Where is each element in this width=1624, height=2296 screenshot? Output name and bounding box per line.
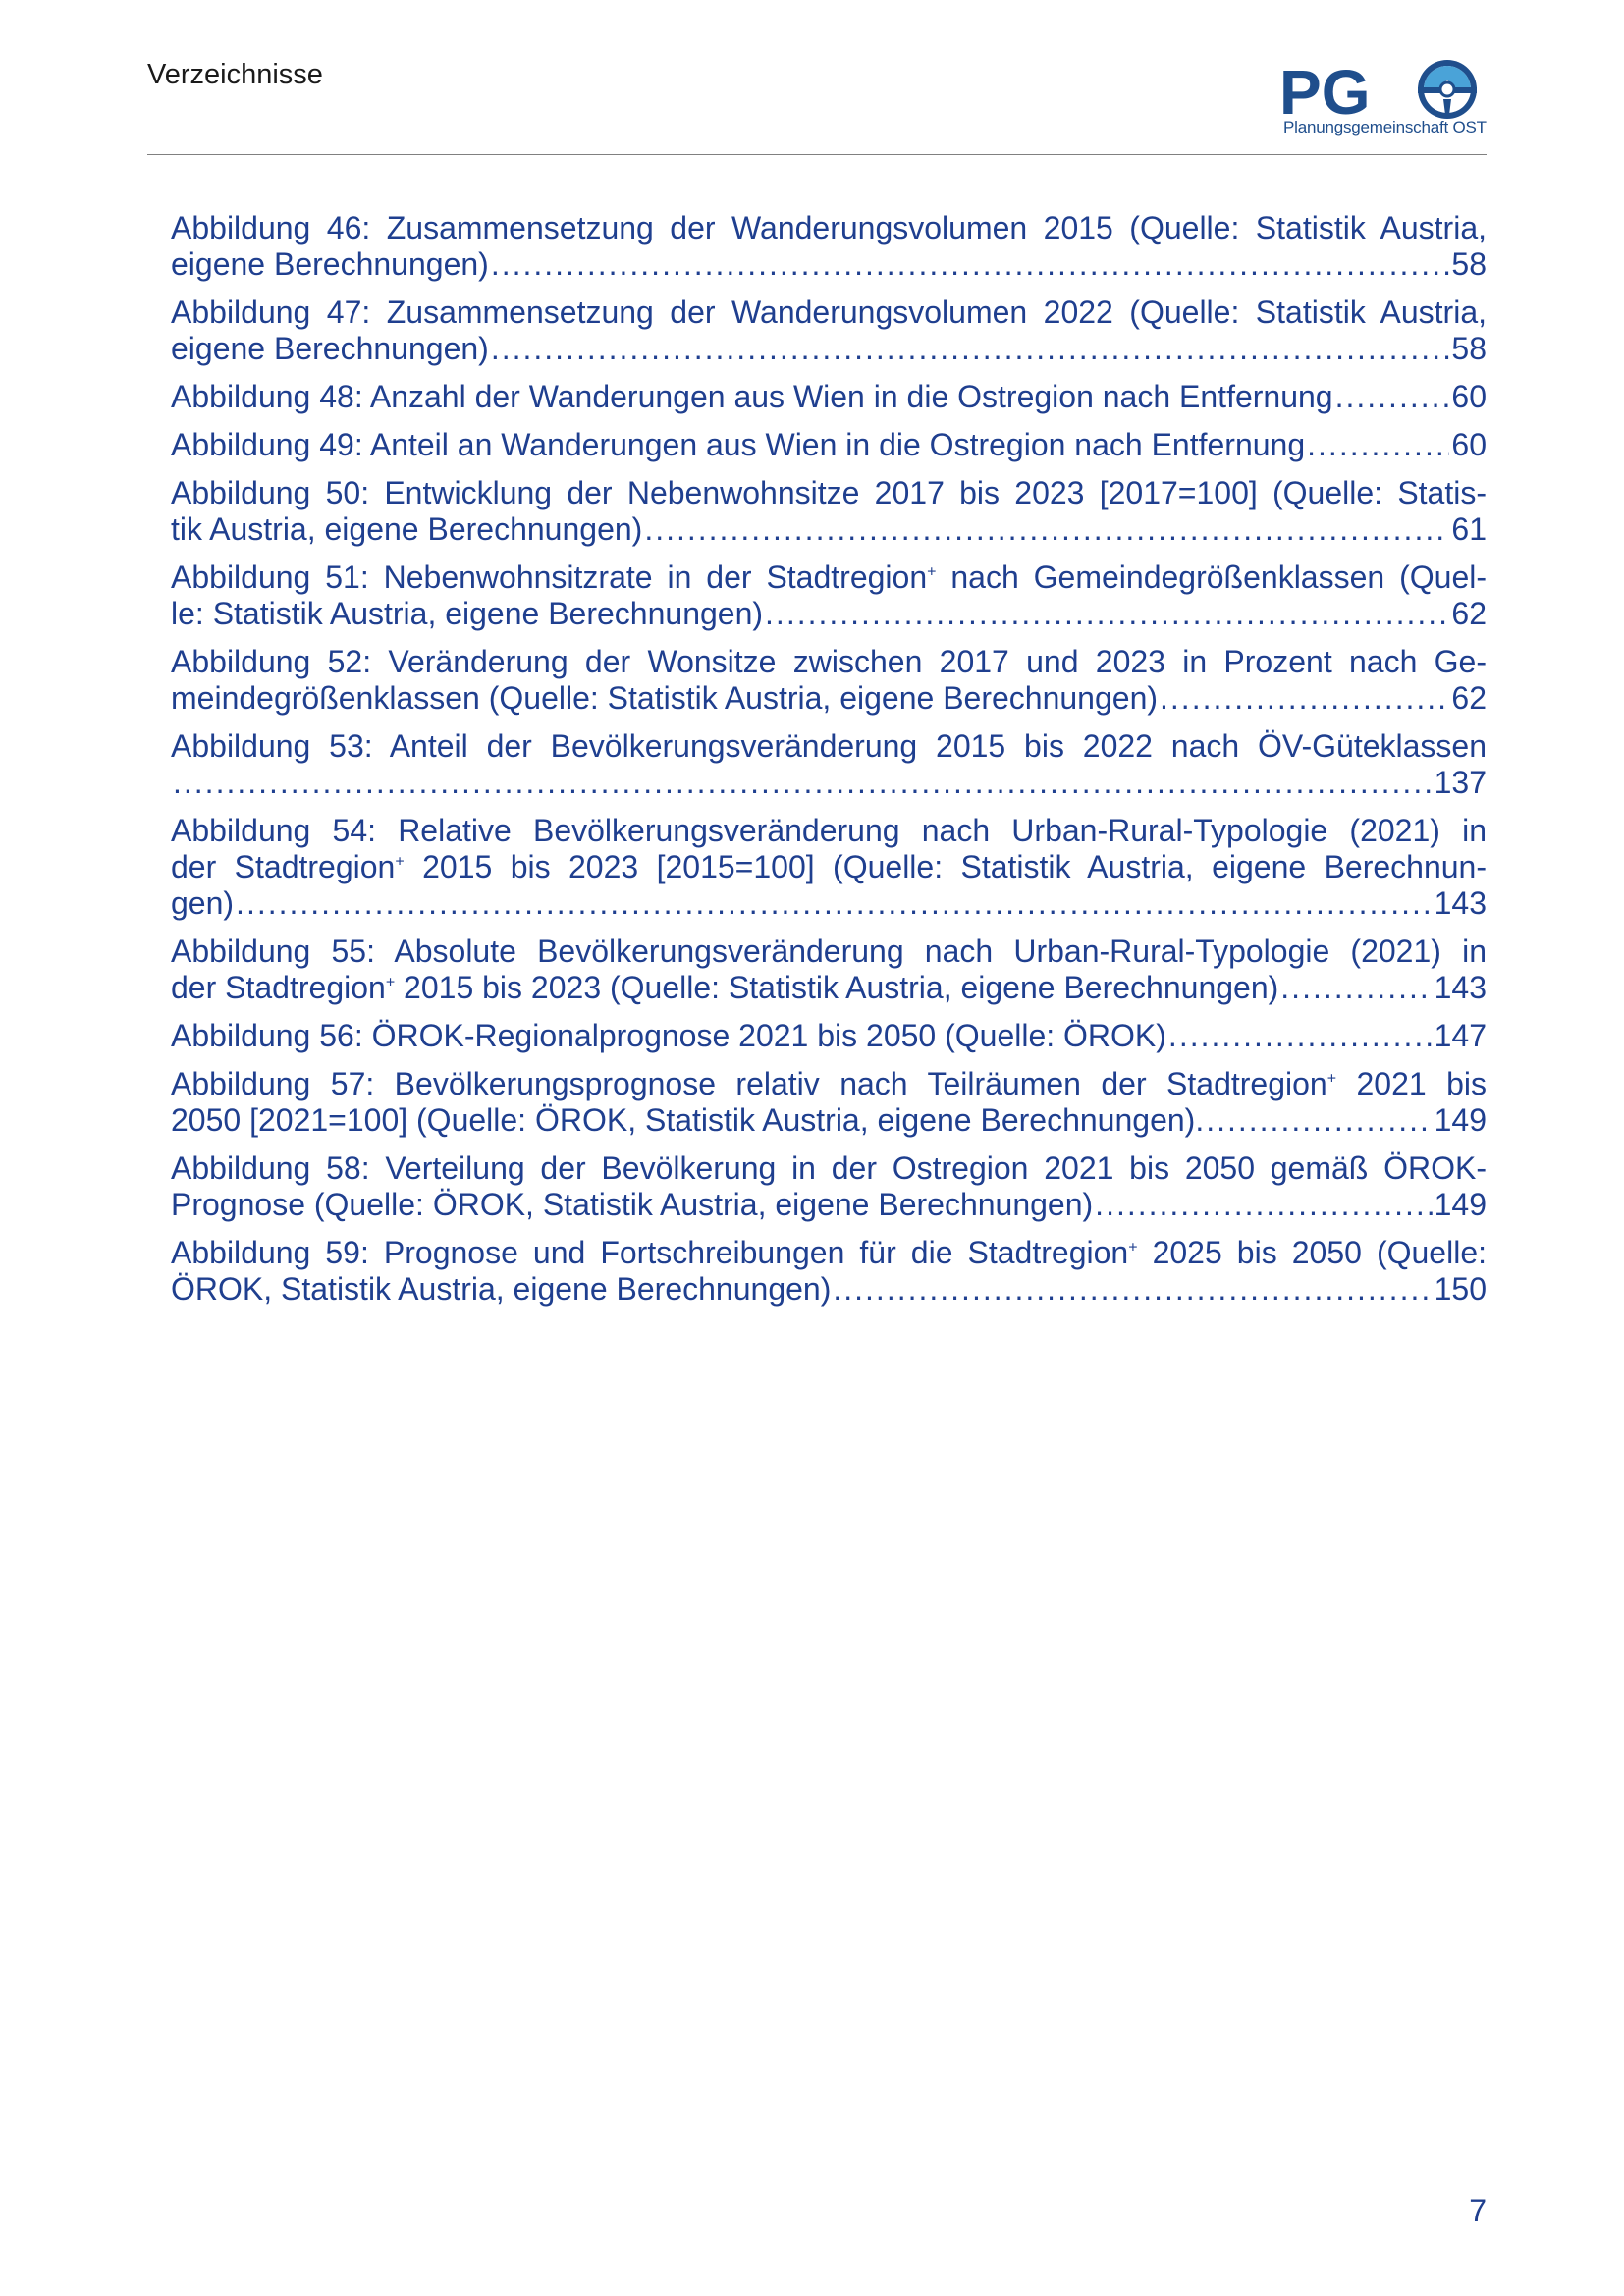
dot-leader xyxy=(173,765,1433,801)
toc-entry-text-line: Abbildung 55: Absolute Bevölkerungsveränderung nach Urban-Rural-Typologie (2021) in xyxy=(171,934,1487,969)
toc-entry[interactable] xyxy=(171,728,1487,801)
toc-entry-text-line: Prognose (Quelle: ÖROK, Statistik Austria, eigene Berechnungen) xyxy=(171,1187,1094,1222)
toc-page-number[interactable]: 150 xyxy=(1434,1271,1487,1307)
toc-entry-text-line: Abbildung 53: Anteil der Bevölkerungsveränderung 2015 bis 2022 nach ÖV-Güteklassen xyxy=(171,728,1487,764)
dot-leader xyxy=(491,331,1450,367)
toc-entry[interactable] xyxy=(171,1066,1487,1139)
toc-entry[interactable] xyxy=(171,427,1487,463)
toc-page-number[interactable]: 147 xyxy=(1434,1018,1487,1053)
toc-entry-text-line: der Stadtregion+ 2015 bis 2023 (Quelle: Statistik Austria, eigene Berechnungen) xyxy=(171,970,1279,1005)
section-label: Verzeichnisse xyxy=(147,59,323,90)
toc-page-number[interactable]: 60 xyxy=(1451,379,1487,414)
dot-leader xyxy=(1280,970,1432,1006)
toc-entry-text-line: Abbildung 50: Entwicklung der Nebenwohnsitze 2017 bis 2023 [2017=100] (Quelle: Statis- xyxy=(171,475,1487,510)
toc-entry-text-line: le: Statistik Austria, eigene Berechnungen) xyxy=(171,596,764,631)
toc-entry[interactable] xyxy=(171,1150,1487,1223)
toc-entry-text-line: Abbildung 49: Anteil an Wanderungen aus Wien in die Ostregion nach Entfernung xyxy=(171,427,1306,462)
toc-page-number[interactable]: 58 xyxy=(1451,331,1487,366)
dot-leader xyxy=(1168,1018,1433,1054)
logo-emblem-icon xyxy=(1418,60,1477,119)
toc-entry[interactable] xyxy=(171,560,1487,632)
toc-entry[interactable] xyxy=(171,1018,1487,1054)
toc-page-number[interactable]: 137 xyxy=(1434,765,1487,800)
dot-leader xyxy=(1095,1187,1432,1223)
dot-leader xyxy=(1335,379,1450,415)
toc-entry-text-line: 2050 [2021=100] (Quelle: ÖROK, Statistik Austria, eigene Berechnungen). xyxy=(171,1102,1205,1138)
toc-entry-text-line: Abbildung 59: Prognose und Fortschreibungen für die Stadtregion+ 2025 bis 2050 (Quelle: xyxy=(171,1235,1488,1270)
logo-letters: PG xyxy=(1279,57,1371,128)
dot-leader xyxy=(1206,1102,1432,1139)
toc-entry-text-line: Abbildung 48: Anzahl der Wanderungen aus Wien in die Ostregion nach Entfernung xyxy=(171,379,1333,414)
dot-leader xyxy=(765,596,1449,632)
toc-page-number[interactable]: 62 xyxy=(1451,596,1487,631)
toc-entry-text-line: ÖROK, Statistik Austria, eigene Berechnungen) xyxy=(171,1271,832,1307)
toc-page-number[interactable]: 143 xyxy=(1434,970,1487,1005)
toc-entry-text-line: eigene Berechnungen) xyxy=(171,246,489,282)
toc-page-number[interactable]: 62 xyxy=(1451,680,1487,716)
toc-entry-text-line: Abbildung 51: Nebenwohnsitzrate in der Stadtregion+ nach Gemeindegrößenklassen (Quel- xyxy=(171,560,1488,595)
toc-entry-text-line: der Stadtregion+ 2015 bis 2023 [2015=100] (Quelle: Statistik Austria, eigene Berechnun- xyxy=(171,849,1488,884)
toc-page-number[interactable]: 149 xyxy=(1434,1102,1487,1138)
toc-page-number[interactable]: 143 xyxy=(1434,885,1487,921)
header-divider xyxy=(147,154,1487,155)
toc-entry[interactable] xyxy=(171,934,1487,1006)
toc-entry[interactable] xyxy=(171,813,1487,922)
toc-page-number[interactable]: 58 xyxy=(1451,246,1487,282)
toc-page-number[interactable]: 149 xyxy=(1434,1187,1487,1222)
toc-entry[interactable] xyxy=(171,1235,1487,1308)
logo-subtitle: Planungsgemeinschaft OST xyxy=(1283,118,1487,136)
figure-list xyxy=(171,210,1487,1319)
toc-entry-text-line: Abbildung 54: Relative Bevölkerungsveränderung nach Urban-Rural-Typologie (2021) in xyxy=(171,813,1487,848)
toc-entry-text-line: Abbildung 58: Verteilung der Bevölkerung in der Ostregion 2021 bis 2050 gemäß ÖROK- xyxy=(171,1150,1487,1186)
toc-entry-text-line: Abbildung 52: Veränderung der Wonsitze zwischen 2017 und 2023 in Prozent nach Ge- xyxy=(171,644,1487,679)
toc-entry-text-line: Abbildung 56: ÖROK-Regionalprognose 2021 bis 2050 (Quelle: ÖROK) xyxy=(171,1018,1166,1053)
toc-entry[interactable] xyxy=(171,475,1487,548)
dot-leader xyxy=(644,511,1449,548)
toc-entry[interactable] xyxy=(171,379,1487,415)
dot-leader xyxy=(833,1271,1432,1308)
toc-page-number[interactable]: 60 xyxy=(1451,427,1487,462)
toc-entry-text-line: eigene Berechnungen) xyxy=(171,331,489,366)
dot-leader xyxy=(491,246,1450,283)
page-number: 7 xyxy=(1469,2193,1487,2228)
toc-entry-text-line: Abbildung 57: Bevölkerungsprognose relativ nach Teilräumen der Stadtregion+ 2021 bis xyxy=(171,1066,1487,1101)
toc-entry[interactable] xyxy=(171,294,1487,367)
toc-entry-text-line: gen) xyxy=(171,885,235,921)
toc-entry-text-line: Abbildung 46: Zusammensetzung der Wanderungsvolumen 2015 (Quelle: Statistik Austria, xyxy=(171,210,1487,245)
toc-entry[interactable] xyxy=(171,210,1487,283)
dot-leader xyxy=(236,885,1433,922)
toc-entry-text-line: Abbildung 47: Zusammensetzung der Wanderungsvolumen 2022 (Quelle: Statistik Austria, xyxy=(171,294,1487,330)
dot-leader xyxy=(1307,427,1449,463)
toc-entry-text-line: tik Austria, eigene Berechnungen) xyxy=(171,511,643,547)
toc-entry[interactable] xyxy=(171,644,1487,717)
dot-leader xyxy=(1160,680,1449,717)
toc-entry-text-line: meindegrößenklassen (Quelle: Statistik Austria, eigene Berechnungen) xyxy=(171,680,1159,716)
toc-page-number[interactable]: 61 xyxy=(1451,511,1487,547)
